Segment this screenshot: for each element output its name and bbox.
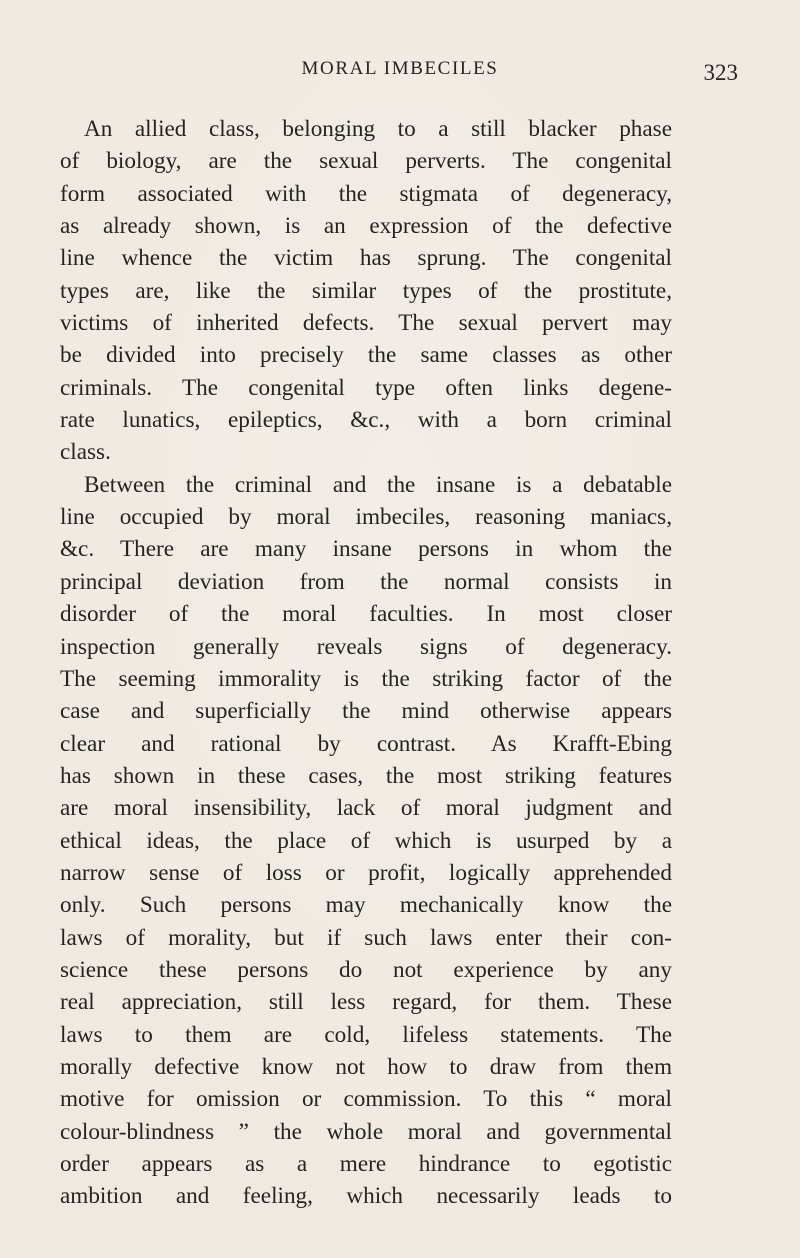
text-line: narrow sense of loss or profit, logically apprehended [60,859,672,886]
text-line: rate lunatics, epileptics, &c., with a born criminal [60,407,672,434]
text-line: line occupied by moral imbeciles, reasoning maniacs, [60,504,672,531]
text-line: criminals. The congenital type often links degene- [60,374,672,401]
text-line: inspection generally reveals signs of degeneracy. [60,633,672,660]
text-line: has shown in these cases, the most striking features [60,762,672,789]
text-line: victims of inherited defects. The sexual pervert may [60,310,672,337]
paragraph [60,469,672,1213]
running-title: MORAL IMBECILES [301,58,499,79]
text-line: colour-blindness ” the whole moral and governmental [60,1118,672,1145]
text-line: laws of morality, but if such laws enter their con- [60,924,672,951]
text-line: disorder of the moral faculties. In most closer [60,601,672,628]
text-line: order appears as a mere hindrance to egotistic [60,1151,672,1177]
text-line: be divided into precisely the same classes as other [60,342,672,369]
text-line: science these persons do not experience by any [60,956,672,983]
body-text [60,113,672,1213]
text-line: types are, like the similar types of the prostitute, [60,277,672,304]
text-line: real appreciation, still less regard, for them. These [60,989,672,1016]
text-line: morally defective know not how to draw from them [60,1053,672,1080]
text-line: motive for omission or commission. To this “ moral [60,1086,672,1113]
paragraph [60,113,672,469]
page-number: 323 [703,60,738,85]
text-line: class. [60,439,111,466]
text-line: Between the criminal and the insane is a debatable [84,471,672,498]
text-line: principal deviation from the normal consists in [60,568,672,595]
text-line: form associated with the stigmata of degeneracy, [60,180,672,207]
text-line: ambition and feeling, which necessarily leads to [60,1183,672,1210]
running-head [60,58,740,90]
text-line: case and superficially the mind otherwise appears [60,698,672,725]
text-line: clear and rational by contrast. As Krafft-Ebing [60,730,672,757]
text-line: &c. There are many insane persons in whom the [60,536,672,563]
text-line: line whence the victim has sprung. The congenital [60,245,672,272]
text-line: ethical ideas, the place of which is usurped by a [60,827,672,854]
text-line: are moral insensibility, lack of moral judgment and [60,795,672,822]
text-line: only. Such persons may mechanically know the [60,892,672,919]
text-line: The seeming immorality is the striking factor of the [60,665,672,692]
text-line: of biology, are the sexual perverts. The congenital [60,148,672,175]
text-line: as already shown, is an expression of the defective [60,213,672,240]
text-line: An allied class, belonging to a still blacker phase [84,116,672,142]
text-line: laws to them are cold, lifeless statements. The [60,1021,672,1048]
